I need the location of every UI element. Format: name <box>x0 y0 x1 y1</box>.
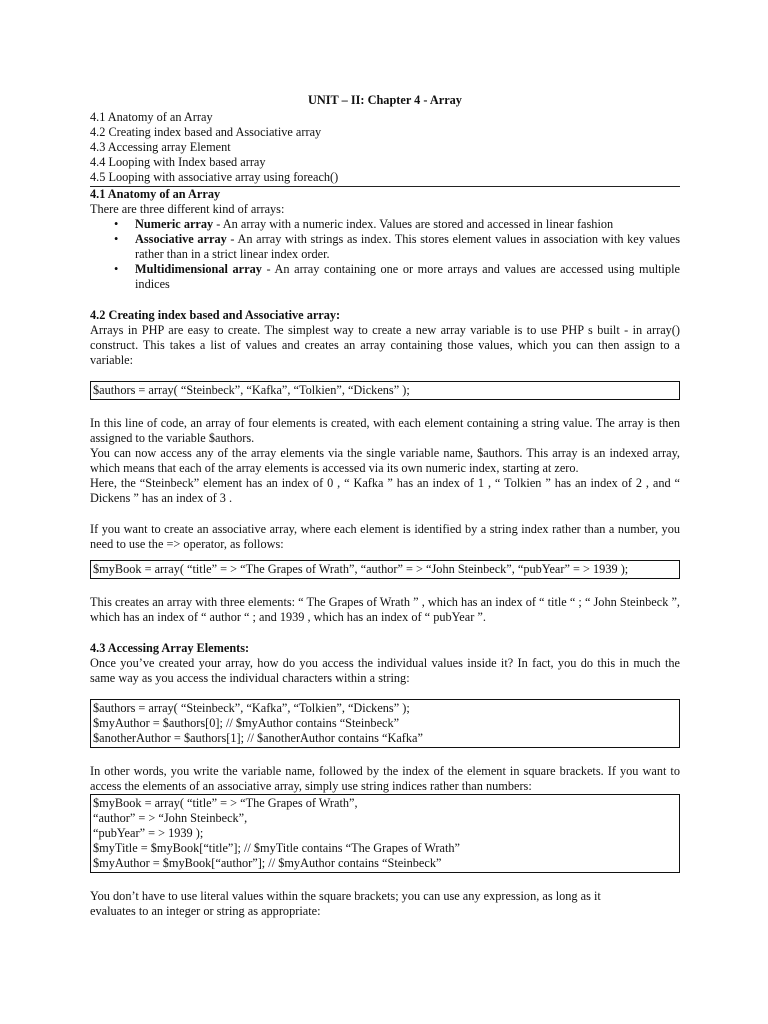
paragraph-line: evaluates to an integer or string as appropriate: <box>90 904 321 918</box>
table-of-contents <box>90 110 680 187</box>
code-line: $anotherAuthor = $authors[1]; // $anotherAuthor contains “Kafka” <box>93 731 423 745</box>
spacer <box>90 579 680 595</box>
toc-item: 4.3 Accessing array Element <box>90 140 231 154</box>
code-line: $authors = array( “Steinbeck”, “Kafka”, “Tolkien”, “Dickens” ); <box>93 701 410 715</box>
paragraph: There are three different kind of arrays: <box>90 202 285 216</box>
list-item <box>114 262 680 292</box>
bullet-icon: • <box>114 217 119 231</box>
list-item <box>114 217 680 232</box>
section-heading-4-2: 4.2 Creating index based and Associative array: <box>90 308 341 322</box>
paragraph: In this line of code, an array of four elements is created, with each element containing a string value. The array is then assigned to the variable $authors. <box>90 416 680 445</box>
code-box: $myBook = array( “title” = > “The Grapes of Wrath”, “author” = > “John Steinbeck”, “pubYear” = > 1939 ); <box>90 560 680 579</box>
paragraph: Arrays in PHP are easy to create. The simplest way to create a new array variable is to use PHP s built - in array() construct. This takes a list of values and creates an array containing those values, which you can then assign to a variable: <box>90 323 680 367</box>
spacer <box>90 368 680 381</box>
spacer <box>90 400 680 416</box>
toc-item: 4.1 Anatomy of an Array <box>90 110 213 124</box>
section-heading-4-1: 4.1 Anatomy of an Array <box>90 187 221 201</box>
list-item <box>114 232 680 262</box>
code-line: “pubYear” = > 1939 ); <box>93 826 204 840</box>
toc-item: 4.2 Creating index based and Associative array <box>90 125 322 139</box>
toc-item: 4.5 Looping with associative array using foreach() <box>90 170 680 187</box>
list-item-term: Numeric array <box>135 217 214 231</box>
code-line: $myTitle = $myBook[“title”]; // $myTitle contains “The Grapes of Wrath” <box>93 841 460 855</box>
paragraph: This creates an array with three elements: “ The Grapes of Wrath ” , which has an index of “ title “ ; “ John Steinbeck ”, which has an index of “ author “ ; and 1939 , which has an index of “ pubYear ”. <box>90 595 680 624</box>
spacer <box>90 625 680 641</box>
bullet-icon: • <box>114 262 119 276</box>
paragraph: Once you’ve created your array, how do you access the individual values inside it? In fact, you do this in much the same way as you access the individual characters within a string: <box>90 656 680 685</box>
code-box: $authors = array( “Steinbeck”, “Kafka”, “Tolkien”, “Dickens” ); <box>90 381 680 400</box>
page-title: UNIT – II: Chapter 4 - Array <box>308 93 462 107</box>
spacer <box>90 748 680 764</box>
spacer <box>90 873 680 889</box>
paragraph: In other words, you write the variable name, followed by the index of the element in square brackets. If you want to access the elements of an associative array, simply use string indices rather than numbers: <box>90 764 680 793</box>
code-line: $myAuthor = $myBook[“author”]; // $myAuthor contains “Steinbeck” <box>93 856 442 870</box>
spacer <box>90 552 680 560</box>
list-item-text: - An array with strings as index. This stores element values in association with key values rather than in a strict linear index order. <box>135 232 680 261</box>
paragraph: If you want to create an associative array, where each element is identified by a string index rather than a number, you need to use the => operator, as follows: <box>90 522 680 551</box>
list-item-text: - An array with a numeric index. Values are stored and accessed in linear fashion <box>213 217 614 231</box>
code-line: $myAuthor = $authors[0]; // $myAuthor contains “Steinbeck” <box>93 716 400 730</box>
list-item-text: - An array containing one or more arrays and values are accessed using multiple indices <box>135 262 680 291</box>
toc-item: 4.4 Looping with Index based array <box>90 155 266 169</box>
document-page <box>90 93 680 919</box>
paragraph-line: You don’t have to use literal values within the square brackets; you can use any expression, as long as it <box>90 889 601 903</box>
code-line: $myBook = array( “title” = > “The Grapes of Wrath”, <box>93 796 358 810</box>
paragraph: Here, the “Steinbeck” element has an index of 0 , “ Kafka ” has an index of 1 , “ Tolkien ” has an index of 2 , and “ Dickens ” has an index of 3 . <box>90 476 680 505</box>
code-box <box>90 699 680 748</box>
bullet-icon: • <box>114 232 119 246</box>
section-heading-4-3: 4.3 Accessing Array Elements: <box>90 641 250 655</box>
code-line: “author” = > “John Steinbeck”, <box>93 811 248 825</box>
paragraph <box>90 889 680 919</box>
spacer <box>90 292 680 308</box>
spacer <box>90 686 680 699</box>
list-item-term: Associative array <box>135 232 227 246</box>
spacer <box>90 506 680 522</box>
list-item-term: Multidimensional array <box>135 262 262 276</box>
code-box <box>90 794 680 873</box>
array-types-list <box>90 217 680 292</box>
paragraph: You can now access any of the array elements via the single variable name, $authors. This array is an indexed array, which means that each of the array elements is accessed via its own numeric index, starting at zero. <box>90 446 680 475</box>
